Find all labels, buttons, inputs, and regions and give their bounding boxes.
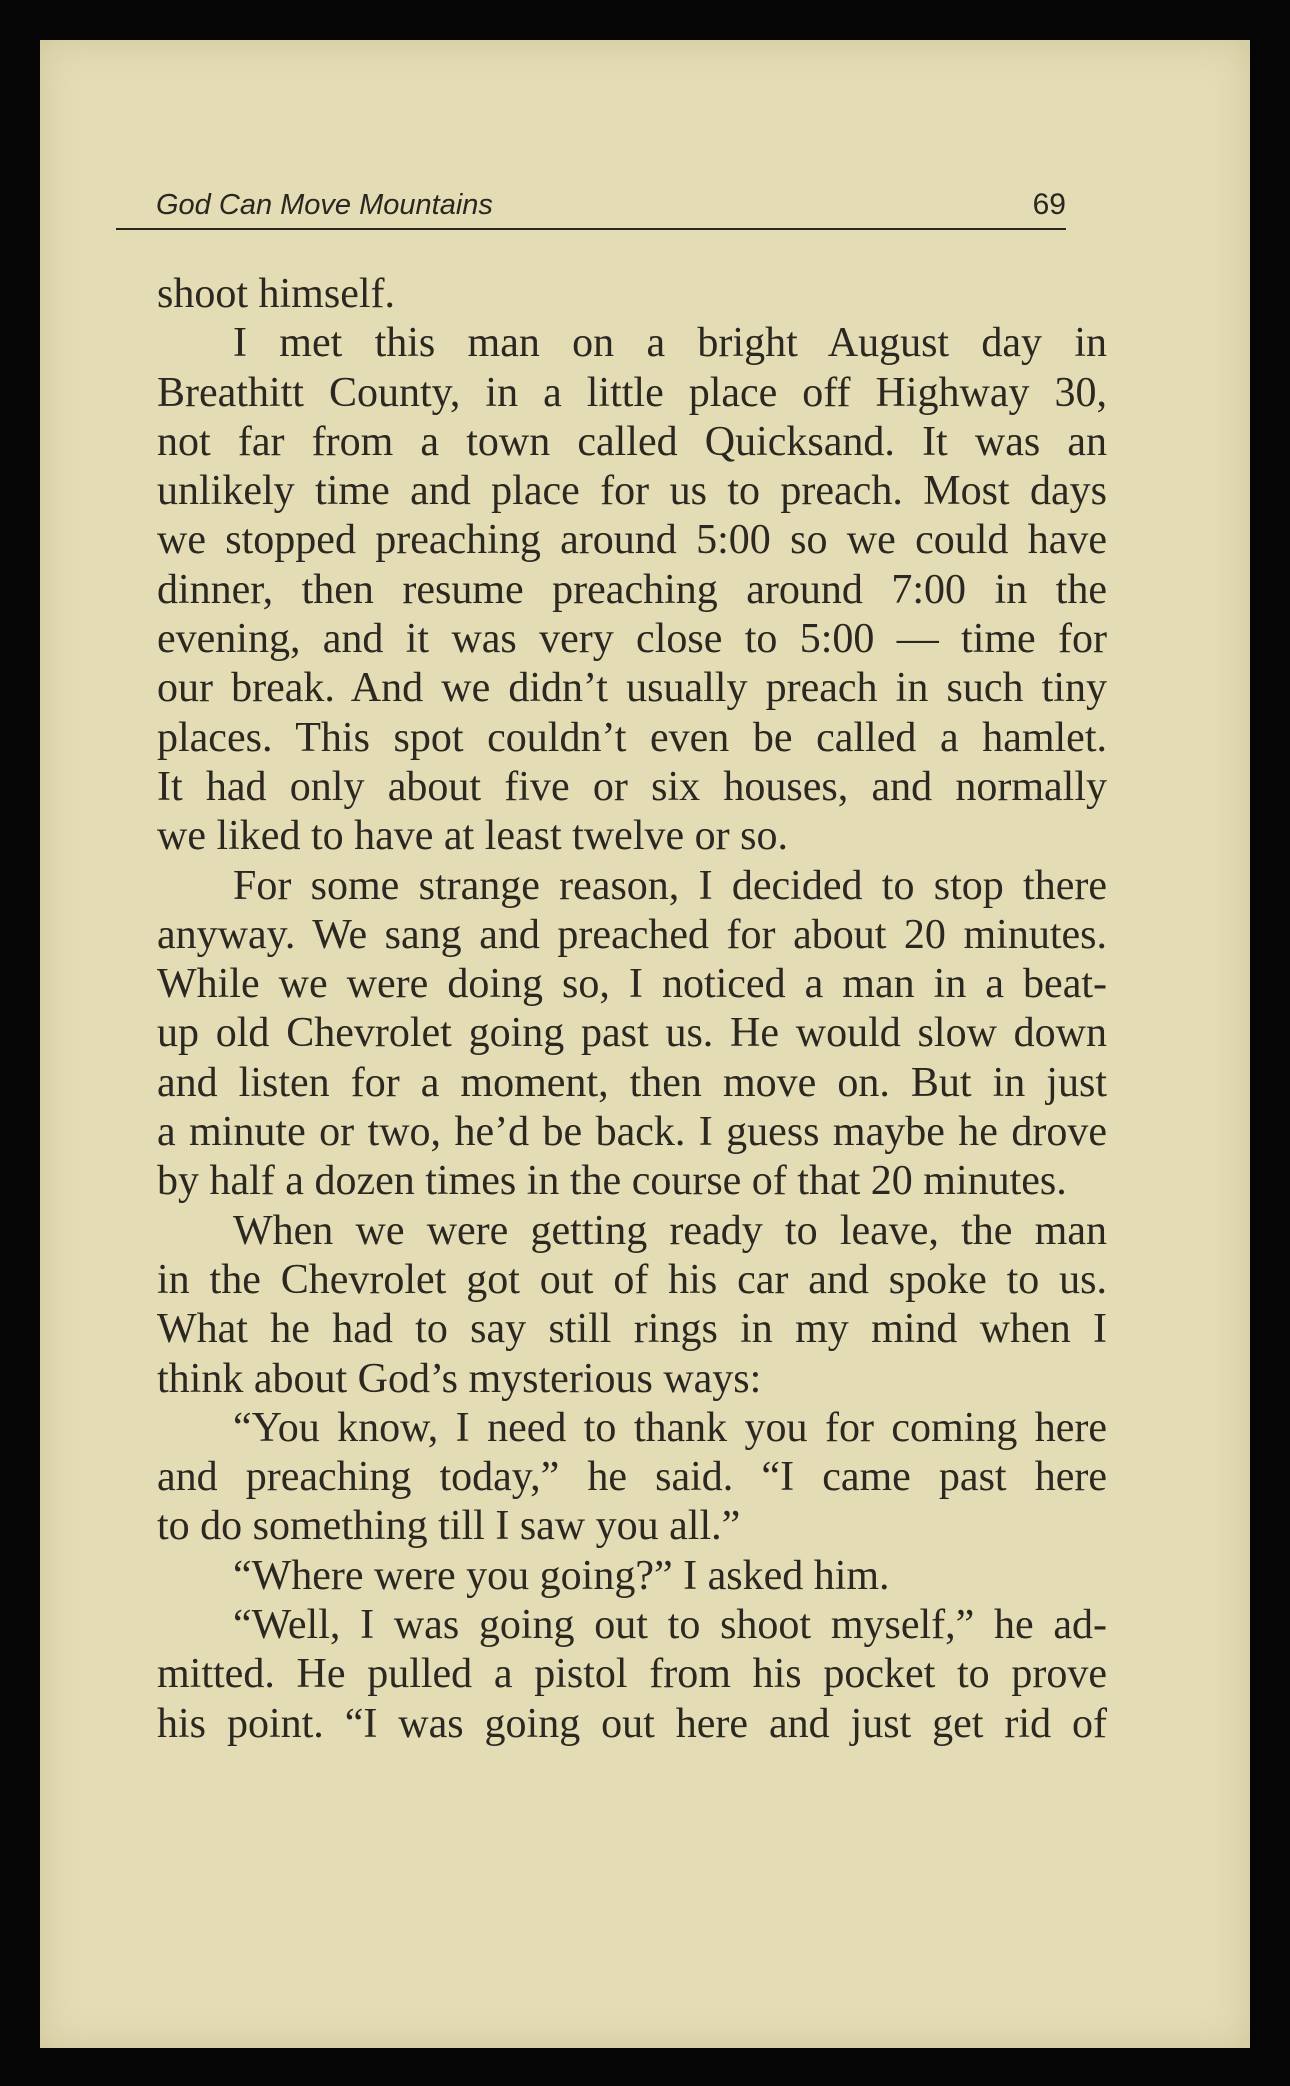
text-line: anyway. We sang and preached for about 20 minutes. xyxy=(157,911,1107,958)
text-line: we liked to have at least twelve or so. xyxy=(157,813,788,860)
text-line: For some strange reason, I decided to stop there xyxy=(233,862,1107,909)
text-line: “Well, I was going out to shoot myself,” he ad- xyxy=(233,1602,1107,1649)
text-line: Breathitt County, in a little place off Highway 30, xyxy=(157,369,1107,416)
text-line: What he had to say still rings in my mind when I xyxy=(157,1306,1107,1353)
text-line: to do something till I saw you all.” xyxy=(157,1503,741,1550)
text-line: his point. “I was going out here and just get rid of xyxy=(157,1700,1107,1747)
body-text xyxy=(157,270,1107,1749)
text-line: It had only about five or six houses, and normally xyxy=(157,763,1107,810)
text-line: While we were doing so, I noticed a man in a beat- xyxy=(157,961,1107,1008)
text-line: up old Chevrolet going past us. He would slow down xyxy=(157,1010,1107,1057)
text-line: not far from a town called Quicksand. It was an xyxy=(157,418,1107,465)
text-line: by half a dozen times in the course of that 20 minutes. xyxy=(157,1158,1067,1205)
text-line: shoot himself. xyxy=(157,271,395,317)
text-line: a minute or two, he’d be back. I guess maybe he drove xyxy=(157,1109,1107,1156)
text-line: our break. And we didn’t usually preach in such tiny xyxy=(157,665,1107,712)
running-header xyxy=(116,182,1066,230)
text-line: dinner, then resume preaching around 7:00 in the xyxy=(157,566,1107,613)
text-line: we stopped preaching around 5:00 so we could have xyxy=(157,517,1107,564)
text-line: evening, and it was very close to 5:00 — time for xyxy=(157,616,1107,663)
text-line: “Where were you going?” I asked him. xyxy=(233,1552,890,1599)
text-line: I met this man on a bright August day in xyxy=(233,320,1107,367)
text-line: in the Chevrolet got out of his car and spoke to us. xyxy=(157,1256,1107,1303)
running-title: God Can Move Mountains xyxy=(156,189,493,221)
text-line: think about God’s mysterious ways: xyxy=(157,1355,762,1402)
text-line: places. This spot couldn’t even be called a hamlet. xyxy=(157,714,1107,761)
text-line: mitted. He pulled a pistol from his pocket to prove xyxy=(157,1651,1107,1698)
text-line: When we were getting ready to leave, the man xyxy=(233,1207,1107,1254)
text-line: and preaching today,” he said. “I came past here xyxy=(157,1454,1107,1501)
text-line: “You know, I need to thank you for coming here xyxy=(233,1404,1107,1451)
page-number: 69 xyxy=(1032,188,1066,221)
text-line: unlikely time and place for us to preach. Most days xyxy=(157,468,1107,515)
text-line: and listen for a moment, then move on. But in just xyxy=(157,1059,1107,1106)
